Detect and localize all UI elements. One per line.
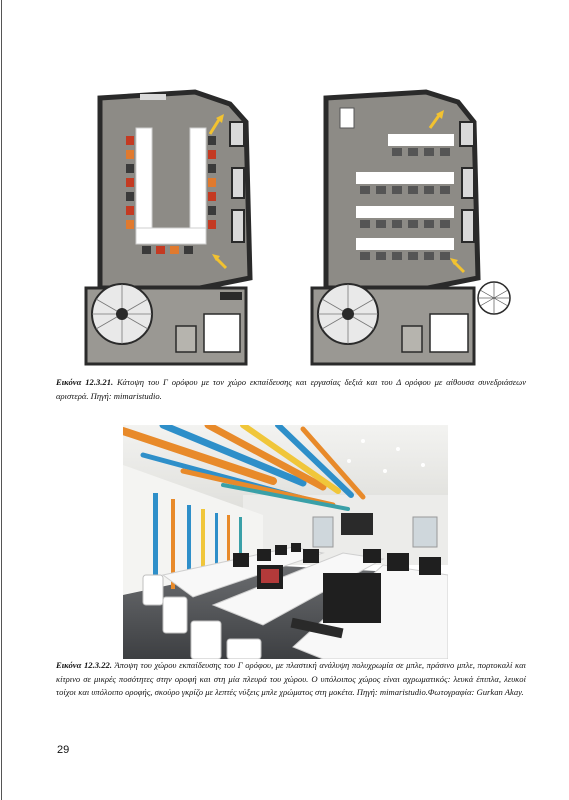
figure-caption-text: Κάτοψη του Γ ορόφου με τον χώρο εκπαίδευσης και εργασίας δεξιά και του Δ ορόφου με αίθουσα συνεδριάσεων αριστερά. Πηγή: mimaristudio. [56,377,527,401]
floor-plan-left [80,82,260,367]
figure-caption [56,659,526,700]
figure-caption [56,376,526,403]
floor-plan-right [306,82,518,367]
page-edge [1,0,2,800]
figure-label: Εικόνα 12.3.21. [56,377,114,387]
figure-caption-text: Άποψη του χώρου εκπαίδευσης του Γ ορόφου, με πλαστική ανάλυψη πολυχρωμία σε μπλε, πράσινο μπλε, πορτοκαλί και κίτρινο σε μικρές ποσότητες στην οροφή και στη μία πλευρά του χώρου. Ο υπόλοιπος χώρος είναι αχρωματικός: λευκά έπιπλα, λευκοί τοίχοι και υπόλοιπο οροφής, σκούρο γκρίζο με λεπτές νύξεις μπλε χρώματος στη μοκέτα. Πηγή: mimaristudio.Φωτογραφία: Gurkan Akay. [56,660,527,697]
page-number: 29 [57,744,70,756]
training-room-photo [123,425,448,659]
figure-label: Εικόνα 12.3.22. [56,660,112,670]
